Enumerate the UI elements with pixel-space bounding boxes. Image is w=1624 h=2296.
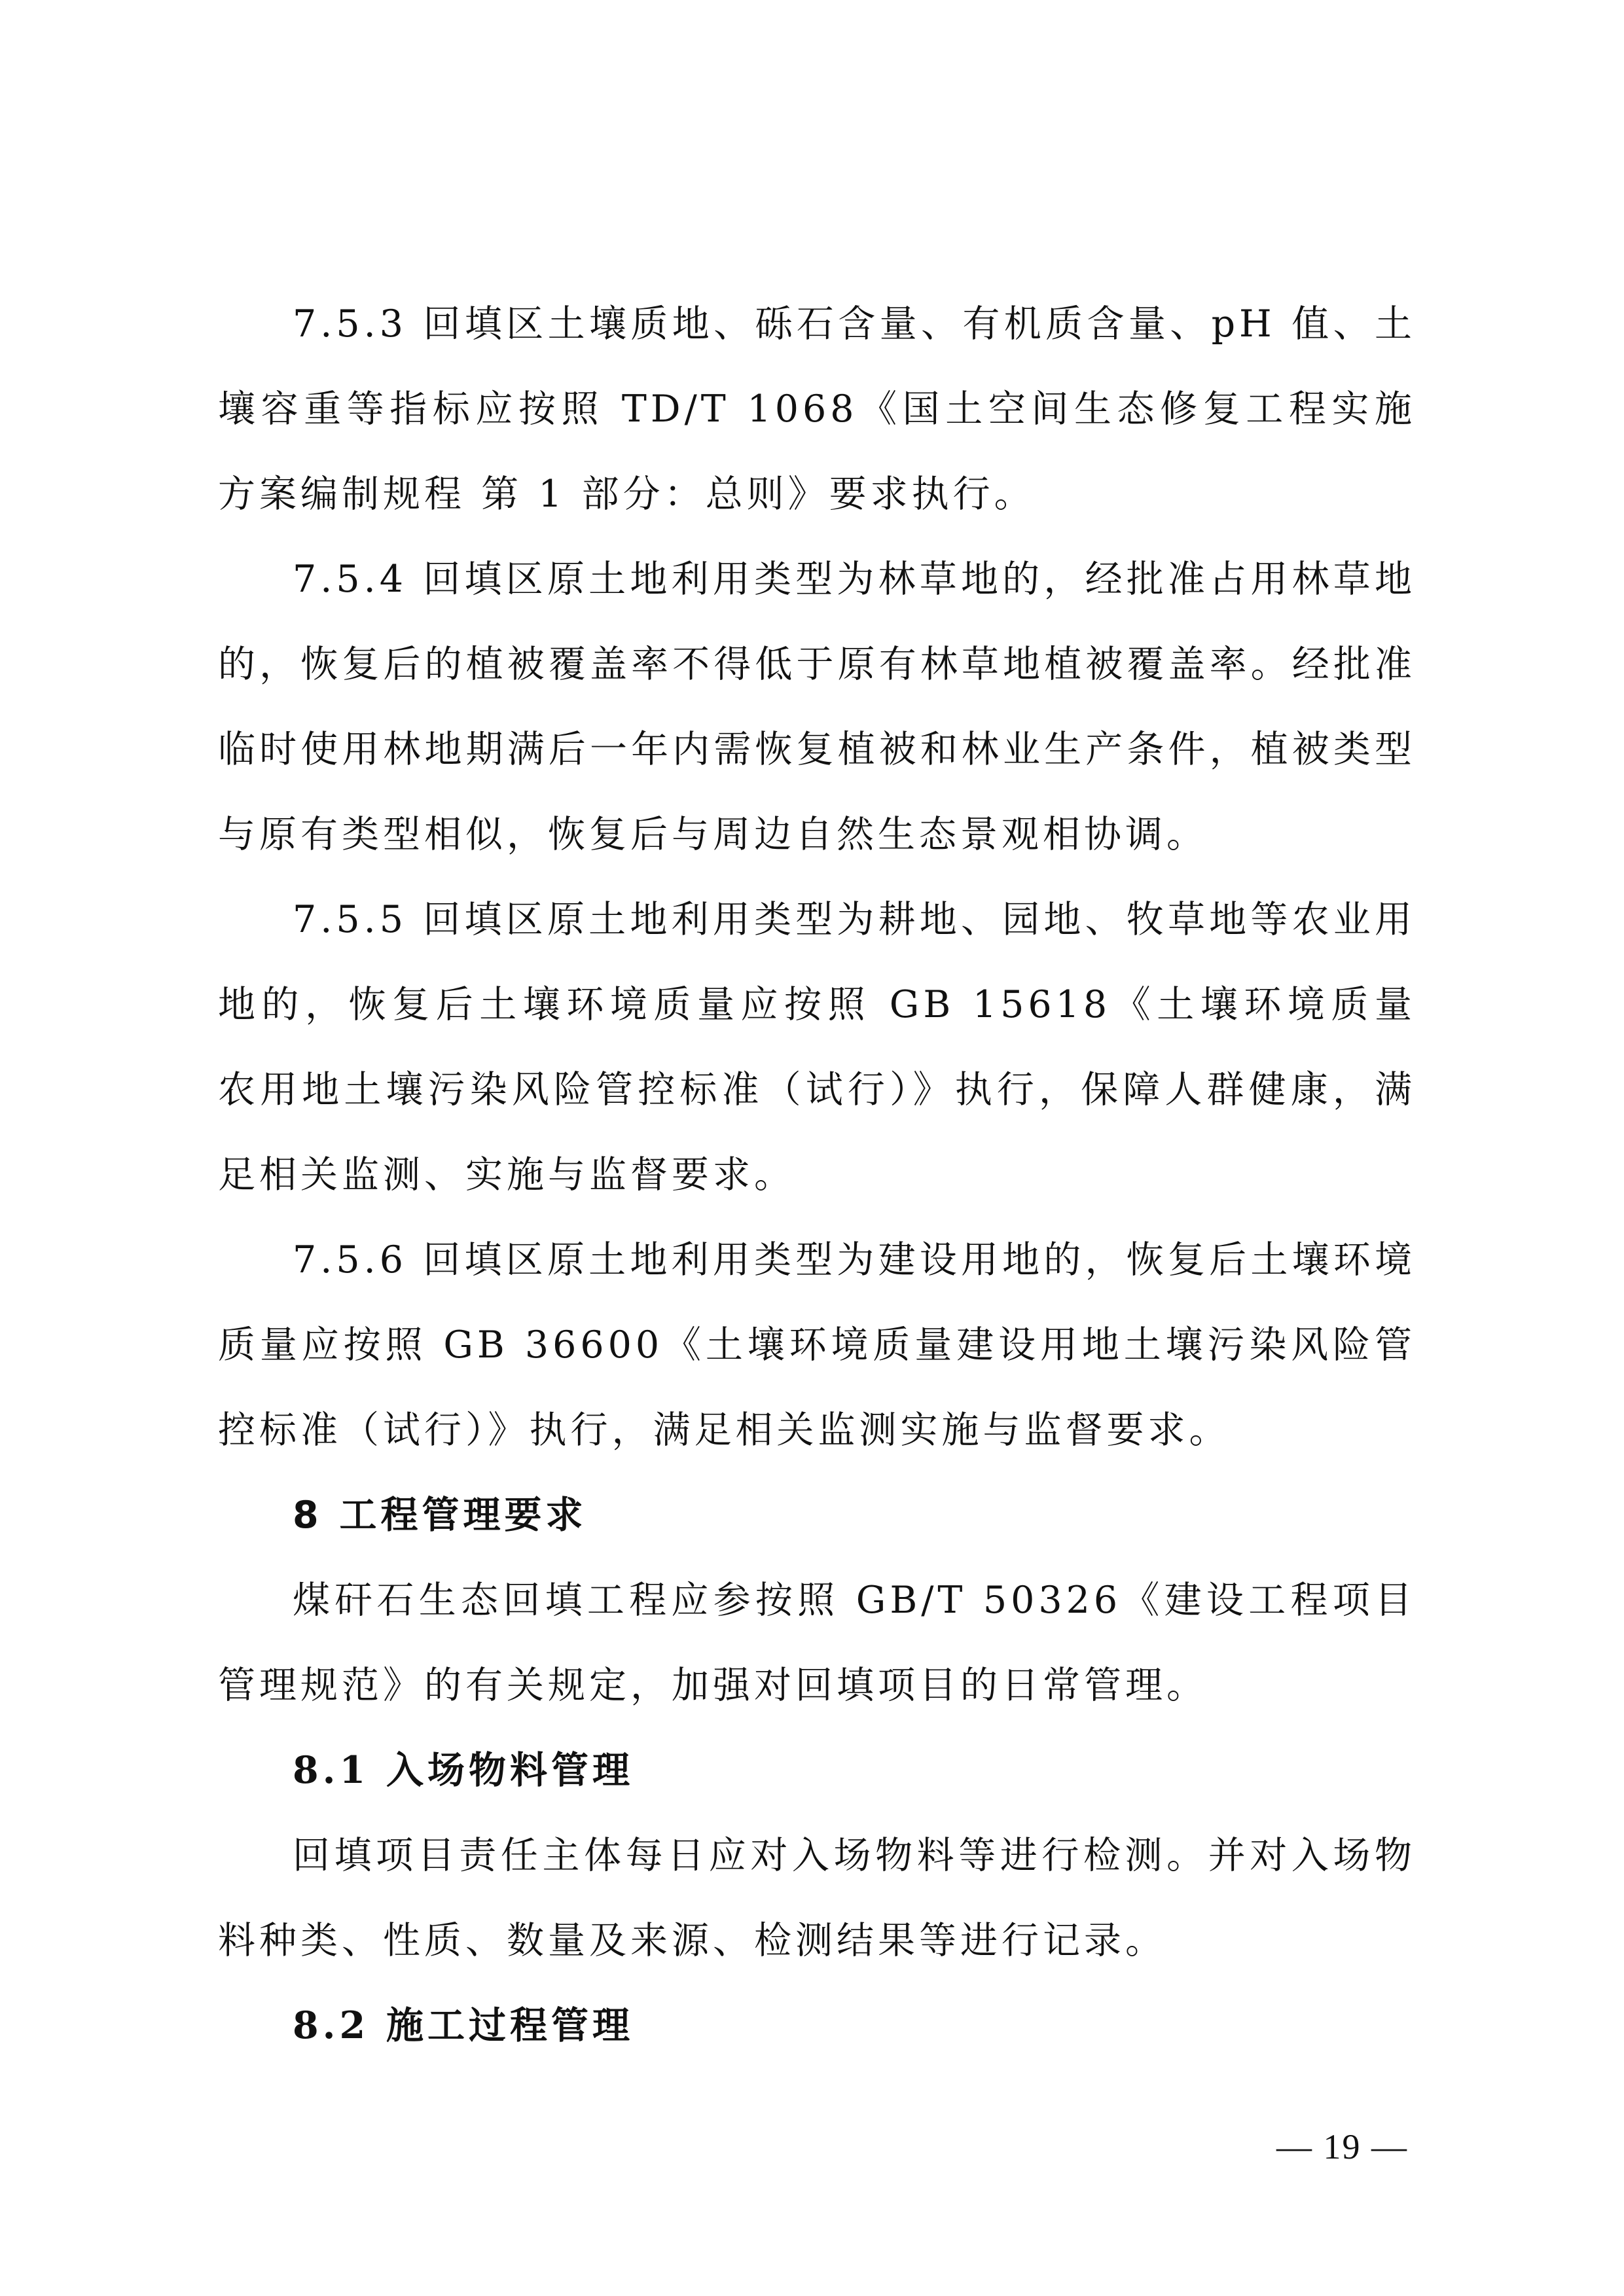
clause-8-1-text: 回填项目责任主体每日应对入场物料等进行检测。并对入场物料种类、性质、数量及来源、检测结果等进行记录。 bbox=[218, 1834, 1416, 1962]
subsection-heading-8-1: 8.1 入场物料管理 bbox=[293, 1748, 634, 1792]
subsection-heading-8-2: 8.2 施工过程管理 bbox=[293, 2003, 634, 2047]
section-8-intro: 煤矸石生态回填工程应参按照 GB/T 50326《建设工程项目管理规范》的有关规定，加强对回填项目的日常管理。 bbox=[218, 1579, 1416, 1707]
section-heading-8: 8 工程管理要求 bbox=[293, 1494, 587, 1537]
document-body bbox=[218, 281, 1416, 2068]
clause-7-5-6: 7.5.6 回填区原土地利用类型为建设用地的，恢复后土壤环境质量应按照 GB 36600《土壤环境质量建设用地土壤污染风险管控标准（试行）》执行，满足相关监测实施与监督要求。 bbox=[218, 1238, 1416, 1452]
clause-7-5-3: 7.5.3 回填区土壤质地、砾石含量、有机质含量、pH 值、土壤容重等指标应按照 TD/T 1068《国土空间生态修复工程实施方案编制规程 第 1 部分：总则》要求执行。 bbox=[218, 302, 1416, 516]
page-number: — 19 — bbox=[1276, 2127, 1408, 2166]
clause-7-5-5: 7.5.5 回填区原土地利用类型为耕地、园地、牧草地等农业用地的，恢复后土壤环境质量应按照 GB 15618《土壤环境质量 农用地土壤污染风险管控标准（试行）》执行，保障人群健康，满足相关监测、实施与监督要求。 bbox=[218, 898, 1416, 1196]
clause-7-5-4: 7.5.4 回填区原土地利用类型为林草地的，经批准占用林草地的，恢复后的植被覆盖率不得低于原有林草地植被覆盖率。经批准临时使用林地期满后一年内需恢复植被和林业生产条件，植被类型与原有类型相似，恢复后与周边自然生态景观相协调。 bbox=[218, 558, 1416, 856]
